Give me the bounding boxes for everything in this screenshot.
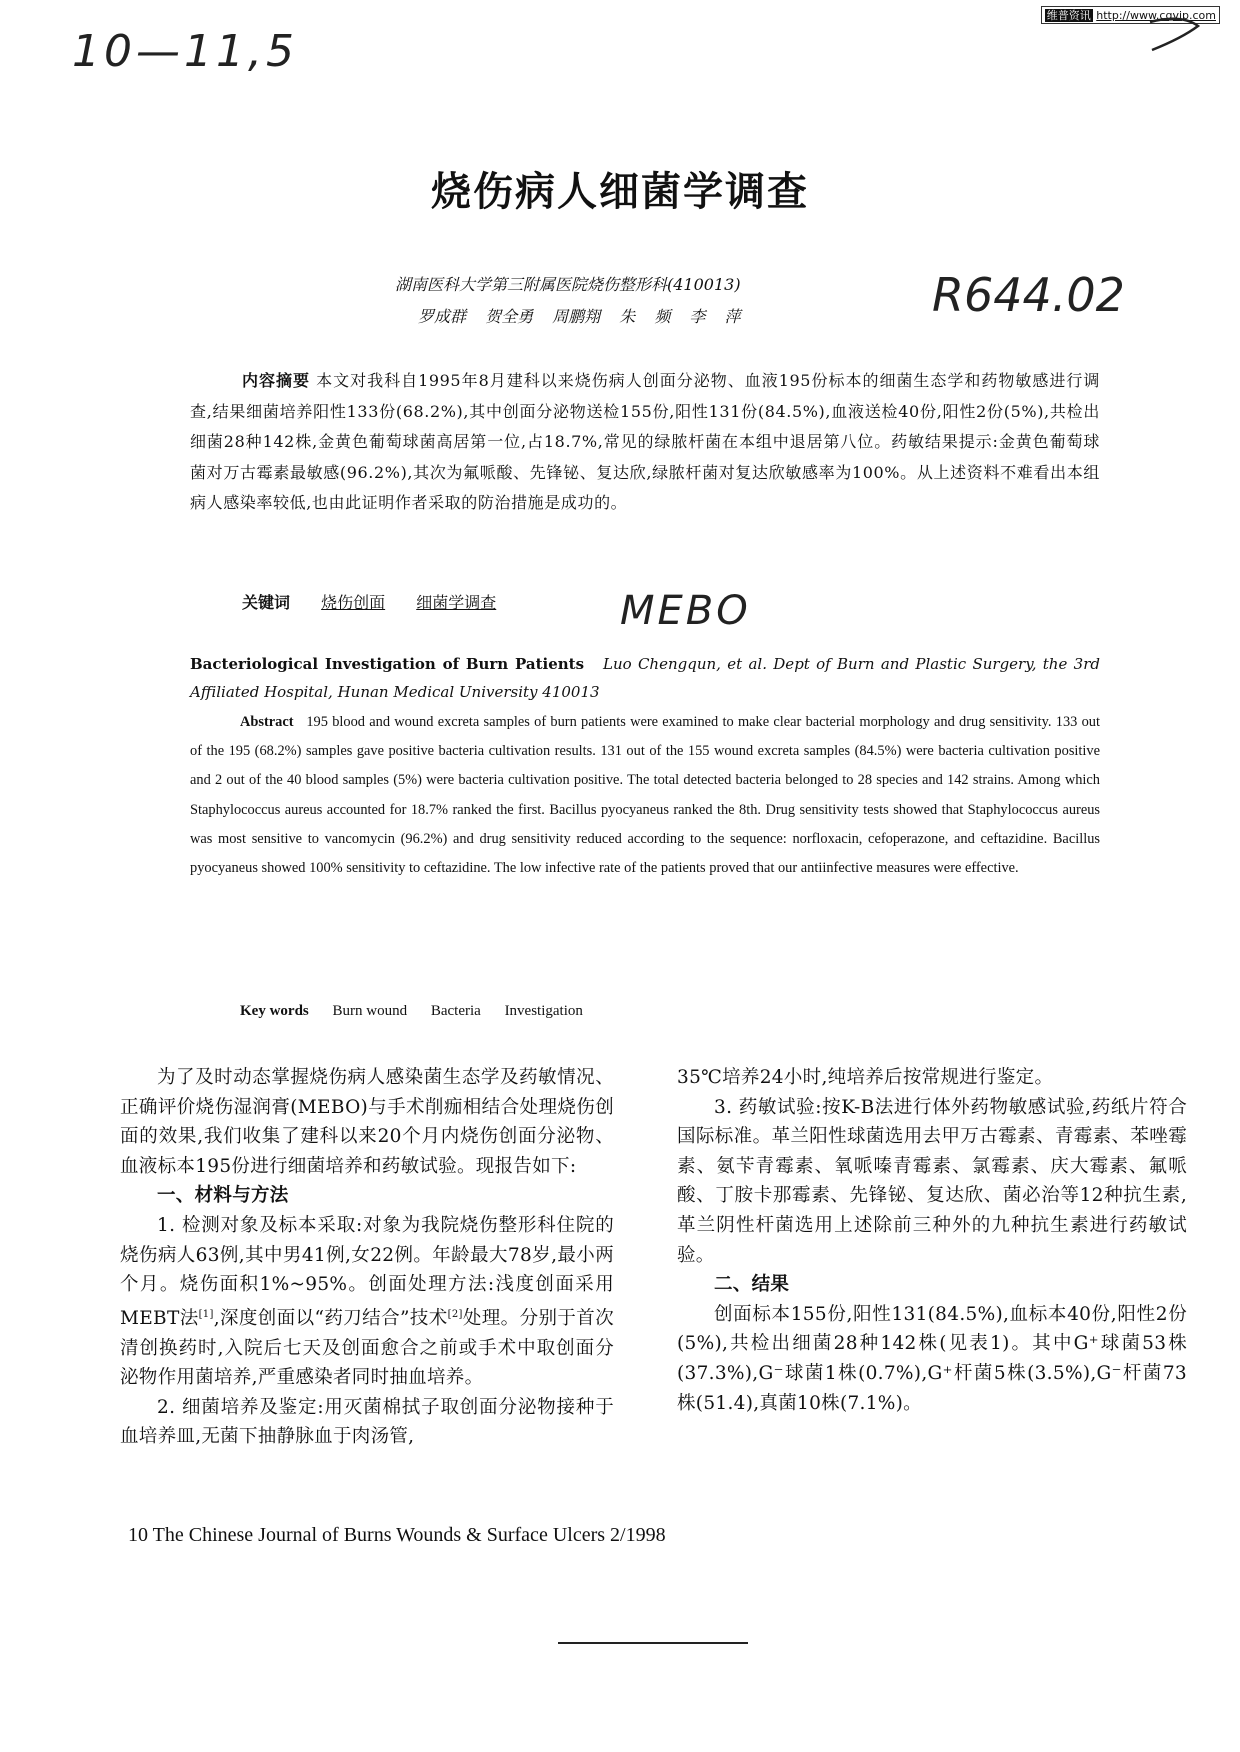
body-paragraph: 创面标本155份,阳性131(84.5%),血标本40份,阳性2份(5%),共检出细菌28种142株(见表1)。其中G⁺球菌53株(37.3%),G⁻球菌1株(0.7%),G⁺杆菌5株(3.5%),G⁻杆菌73株(51.4),真菌10株(7.1%)。 (677, 1303, 1187, 1414)
text-run: 1. 检测对象及标本采取:对象为我院烧伤整形科住院的烧伤病人63例,其中男41例,女22例。年龄最大78岁,最小两个月。烧伤面积1%~95%。创面处理方法:浅度创面采用MEBT法 (120, 1214, 614, 1329)
abstract-en (190, 708, 1100, 883)
english-title-block (190, 650, 1100, 706)
reference-mark: [1] (198, 1308, 214, 1320)
abstract-cn-label: 内容摘要 (242, 371, 310, 390)
page-footer: 10 The Chinese Journal of Burns Wounds & Surface Ulcers 2/1998 (128, 1524, 666, 1546)
keyword-cn-item: 烧伤创面 (321, 593, 386, 612)
watermark-label: 维普资讯 (1046, 9, 1091, 22)
handwritten-class-number: R644.02 (932, 268, 1125, 322)
affiliation: 湖南医科大学第三附属医院烧伤整形科(410013) (395, 275, 741, 294)
body-column-right (677, 1063, 1187, 1418)
body-paragraph: 3. 药敏试验:按K-B法进行体外药物敏感试验,药纸片符合国际标准。革兰阳性球菌选用去甲万古霉素、青霉素、苯唑霉素、氨苄青霉素、氧哌嗪青霉素、氯霉素、庆大霉素、氟哌酸、丁胺卡那霉素、先锋铋、复达欣、菌必治等12种抗生素,革兰阴性杆菌选用上述除前三种外的九种抗生素进行药敏试验。 (677, 1096, 1187, 1266)
watermark-url[interactable]: http://www.cqvip.com (1096, 9, 1216, 22)
keyword-cn-item: 细菌学调查 (416, 593, 497, 612)
body-paragraph: 35℃培养24小时,纯培养后按常规进行鉴定。 (677, 1067, 1054, 1088)
keywords-cn (242, 590, 496, 613)
handwritten-swirl-icon (1142, 10, 1212, 60)
keywords-en (240, 1003, 583, 1020)
body-paragraph (120, 1211, 614, 1393)
abstract-cn-text: 本文对我科自1995年8月建科以来烧伤病人创面分泌物、血液195份标本的细菌生态学和药物敏感进行调查,结果细菌培养阳性133份(68.2%),其中创面分泌物送检155份,阳性131份(84.5%),血液送检40份,阳性2份(5%),共检出细菌28种142株,金黄色葡萄球菌高居第一位,占18.7%,常见的绿脓杆菌在本组中退居第八位。药敏结果提示:金黄色葡萄球菌对万古霉素最敏感(96.2%),其次为氟哌酸、先锋铋、复达欣,绿脓杆菌对复达欣敏感率为100%。从上述资料不难看出本组病人感染率较低,也由此证明作者采取的防治措施是成功的。 (190, 371, 1101, 512)
authors: 罗成群 贺全勇 周鹏翔 朱 频 李 萍 (418, 307, 741, 326)
body-paragraph: 2. 细菌培养及鉴定:用灭菌棉拭子取创面分泌物接种于血培养皿,无菌下抽静脉血于肉汤管, (120, 1396, 614, 1448)
handwritten-mebo: MEBO (620, 588, 751, 634)
english-authors: Luo Chengqun, et al. Dept of Burn and Plastic Surgery, the 3rd Affiliated Hospital, Hunan Medical University 410013 (190, 655, 1100, 701)
abstract-en-text: 195 blood and wound excreta samples of burn patients were examined to make clear bacterial morphology and drug sensitivity. 133 out of the 195 (68.2%) samples gave positive bacteria cultivation results. 131 out of the 155 wound excreta samples (84.5%) were bacteria cultivation positive and 2 out of the 40 blood samples (5%) were bacteria cultivation positive. The total detected bacteria belonged to 28 species and 142 strains. Among which Staphylococcus aureus accounted for 18.7% ranked the first. Bacillus pyocyaneus ranked the 8th. Drug sensitivity tests showed that Staphylococcus aureus was most sensitive to vancomycin (96.2%) and drug sensitivity reduced according to the sequence: norfloxacin, cefoperazone, and ceftazidine. Bacillus pyocyaneus showed 100% sensitivity to ceftazidine. The low infective rate of the patients proved that our antiinfective measures were effective. (190, 714, 1101, 877)
body-column-left (120, 1063, 614, 1452)
footer-rule (558, 1642, 748, 1644)
section-heading: 一、材料与方法 (157, 1185, 289, 1207)
abstract-en-label: Abstract (240, 714, 294, 730)
keyword-en-item: Bacteria (430, 1003, 481, 1019)
keywords-cn-label: 关键词 (242, 593, 291, 612)
article-title: 烧伤病人细菌学调查 (431, 169, 809, 215)
keyword-en-item: Burn wound (332, 1003, 408, 1019)
keywords-en-label: Key words (240, 1003, 309, 1019)
section-heading: 二、结果 (714, 1274, 790, 1296)
keyword-en-item: Investigation (504, 1003, 583, 1019)
english-title: Bacteriological Investigation of Burn Patients (190, 655, 585, 673)
handwritten-page-note: 10—11,5 (72, 26, 298, 77)
reference-mark: [2] (447, 1308, 463, 1320)
abstract-cn (190, 366, 1100, 519)
body-paragraph: 为了及时动态掌握烧伤病人感染菌生态学及药敏情况、正确评价烧伤湿润膏(MEBO)与手术削痂相结合处理烧伤创面的效果,我们收集了建科以来20个月内烧伤创面分泌物、血液标本195份进行细菌培养和药敏试验。现报告如下: (120, 1067, 614, 1177)
text-run: 处理。分别于首次清创换药时,入院后七天及创面愈合之前或手术中取创面分泌物作用菌培养,严重感染者同时抽血培养。 (120, 1307, 614, 1389)
text-run: ,深度创面以“药刀结合”技术 (213, 1307, 448, 1329)
